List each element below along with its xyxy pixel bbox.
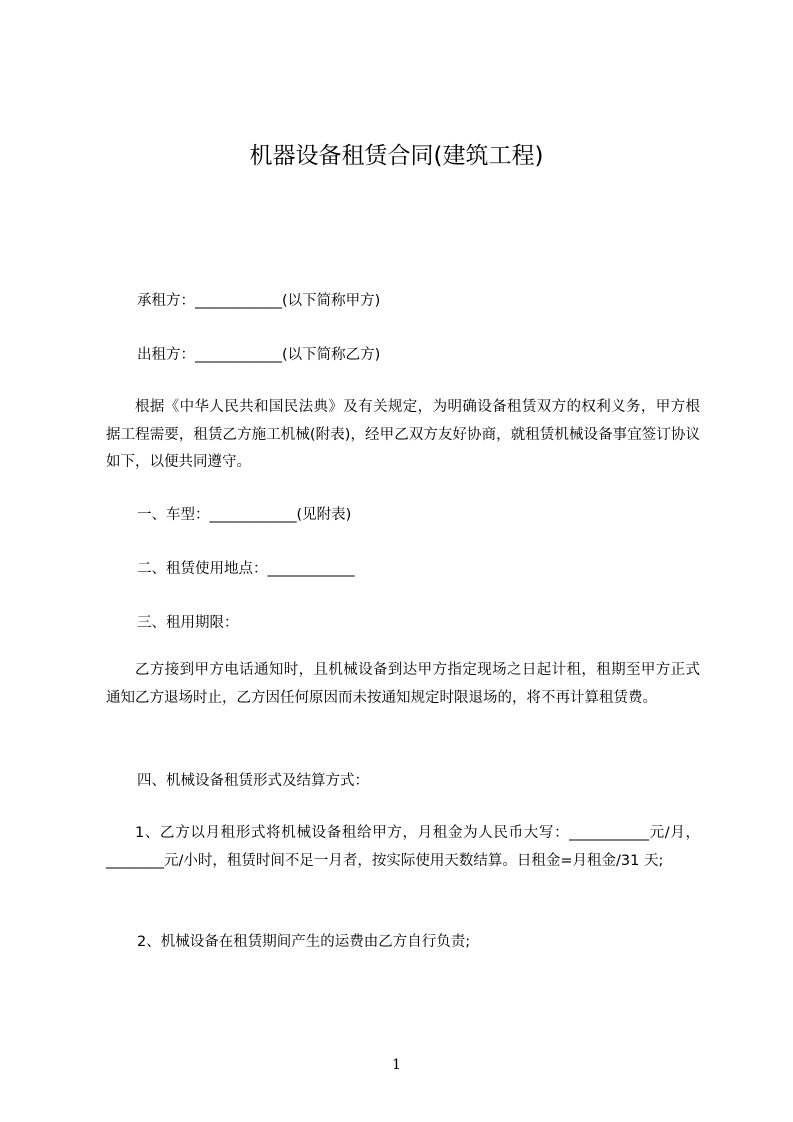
- section-settlement-heading: 四、机械设备租赁形式及结算方式：: [137, 773, 369, 789]
- section-term-paragraph: 乙方接到甲方电话通知时，且机械设备到达甲方指定现场之日起计租，租期至甲方正式通知乙方退场时止，乙方因任何原因而未按通知规定时限退场的，将不再计算租赁费。: [106, 662, 700, 706]
- section-location: 二、租赁使用地点：____________: [137, 561, 355, 577]
- document-title: 机器设备租赁合同(建筑工程): [249, 143, 544, 169]
- lessor-line: 出租方：____________(以下简称乙方): [137, 347, 381, 363]
- section-term-heading: 三、租用期限：: [137, 615, 239, 631]
- clause-monthly-rent: 1、乙方以月租形式将机械设备租给甲方，月租金为人民币大写：___________元/月，________元/小时，租赁时间不足一月者，按实际使用天数结算。日租金=月租金/31 天;: [106, 825, 700, 869]
- clause-freight: 2、机械设备在租赁期间产生的运费由乙方自行负责;: [137, 934, 471, 950]
- page-number: 1: [392, 1057, 401, 1073]
- section-vehicle-type: 一、车型：____________(见附表): [137, 507, 352, 523]
- lessee-line: 承租方：____________(以下简称甲方): [137, 293, 381, 309]
- preamble-paragraph: 根据《中华人民共和国民法典》及有关规定，为明确设备租赁双方的权利义务，甲方根据工程需要，租赁乙方施工机械(附表)，经甲乙双方友好协商，就租赁机械设备事宜签订协议如下，以便共同遵守。: [106, 399, 700, 470]
